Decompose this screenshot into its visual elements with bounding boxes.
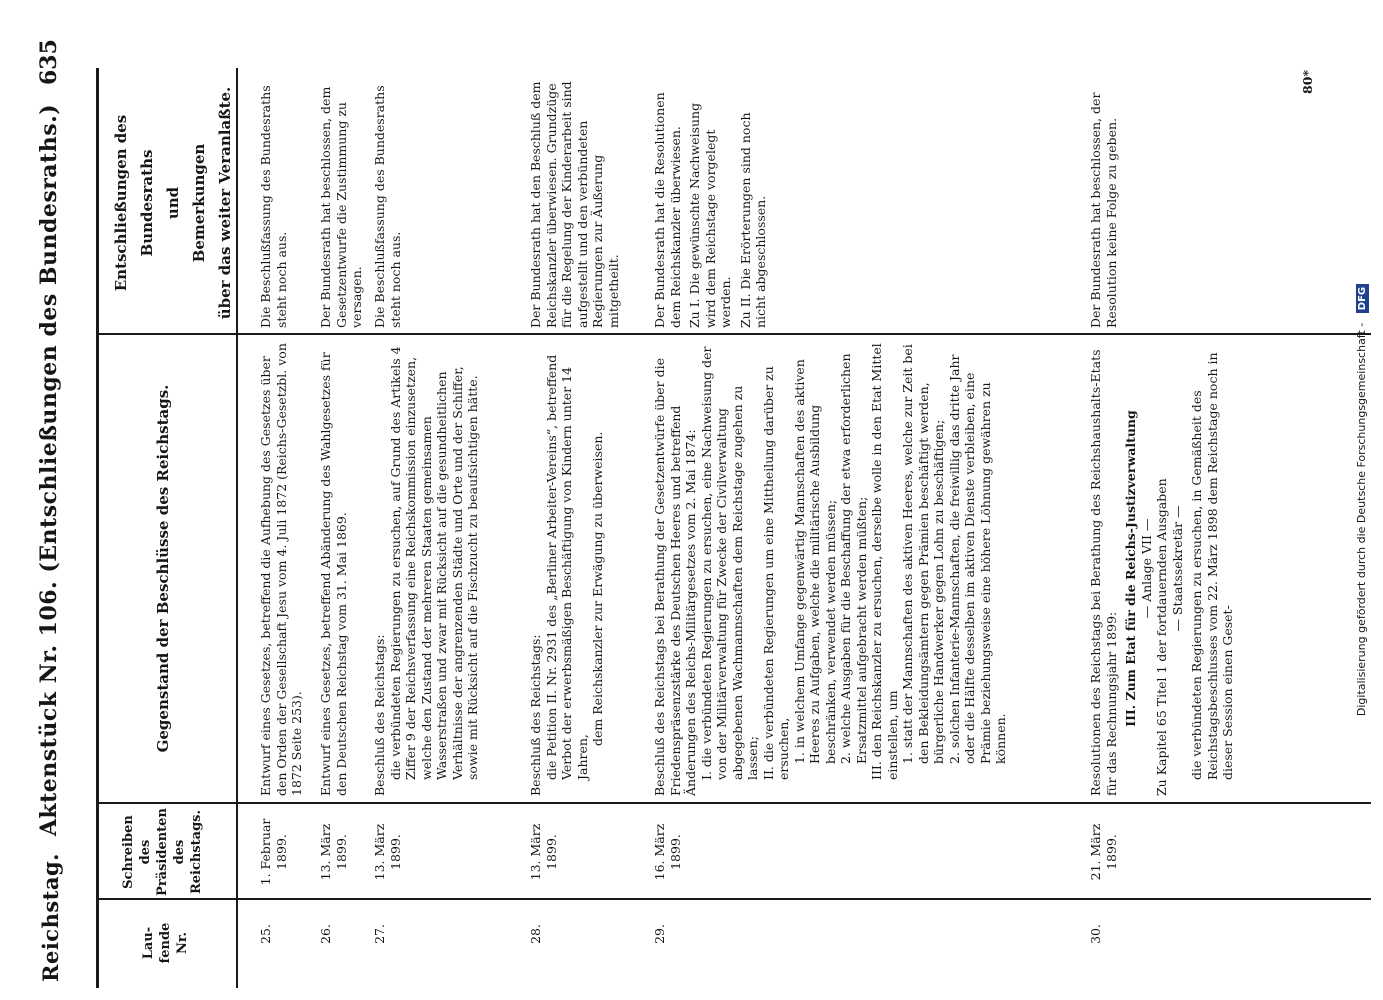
entry-subject	[528, 341, 606, 796]
page-number: 635	[36, 39, 62, 85]
column-header-date-line: des	[172, 839, 187, 865]
entry-subject-text: Entwurf eines Gesetzes, betreffend Abänderung des Wahlgesetzes für den Deutschen Reichstag vom 31. Mai 1869.	[318, 352, 349, 796]
entry-date	[1088, 808, 1119, 896]
entry-date-line: 13. März	[528, 823, 543, 881]
entry-remark	[528, 78, 621, 328]
column-header-subject: Gegenstand der Beschlüsse des Reichstags.	[154, 384, 172, 753]
entry-subject-text: Beschluß des Reichstags:	[528, 634, 543, 796]
entry-date	[258, 808, 289, 896]
entry-date	[528, 808, 559, 896]
column-header-date-line: Reichstags.	[189, 809, 204, 895]
entry-subject-text: die verbündeten Regierungen zu ersuchen, in Gemäßheit des Reichstagsbeschlusses vom 22. März 1898 dem Reichstage noch in dieser Session einen Geset-	[1189, 352, 1235, 780]
entry-date-line: 1899.	[543, 834, 559, 870]
entry-subject-text: Beschluß des Reichstags bei Berathung der Gesetzentwürfe über die Friedenspräsenzstärke des Deutschen Heeres und betreffend Änderungen des Reichs-Militärgesetzes vom 2. Mai 1874:	[652, 357, 698, 796]
page-title: Aktenstück Nr. 106. (Entschließungen des Bundesraths.)	[36, 103, 62, 837]
column-header-remark-line: und	[164, 186, 182, 220]
column-header-remark-line: Entschließungen des Bundesraths	[112, 114, 156, 292]
entry-subject-text: — Staatssekretär —	[1169, 505, 1185, 632]
column-header-remark-line: Bemerkungen	[190, 143, 208, 263]
column-divider-1	[96, 899, 1371, 901]
entry-subject-text: dem Reichskanzler zur Erwägung zu überweisen.	[590, 431, 605, 746]
entry-remark-text: Der Bundesrath hat die Resolutionen dem Reichskanzler überwiesen.	[652, 92, 683, 328]
entry-subject-text: 2. solchen Infanterie-Mannschaften, die freiwillig das dritte Jahr oder die Hälfte desselben im aktiven Dienste verbleiben, eine Prämie beziehungsweise eine höhere Löhnung gewähren zu können.	[946, 354, 1008, 764]
entry-date-line: 1899.	[387, 834, 403, 870]
entry-subject-text: I. die verbündeten Regierungen zu ersuchen, eine Nachweisung der von der Militärverwaltung für Zwecke der Civilverwaltung abgegebenen Wachmannschaften dem Reichstage zugehen zu lassen;	[698, 346, 760, 780]
section-header: Reichstag.	[38, 853, 63, 982]
entry-subject-text: Entwurf eines Gesetzes, betreffend die Aufhebung des Gesetzes über den Orden der Gesellschaft Jesu vom 4. Juli 1872 (Reichs-Gesetzbl. von 1872 Seite 253).	[258, 343, 304, 796]
entry-subject-text: 1. statt der Mannschaften des aktiven Heeres, welche zur Zeit bei den Bekleidungsämtern gegen Prämien beschäftigt werden, bürgerliche Handwerker gegen Lohn zu beschäftigen;	[900, 344, 946, 764]
entry-subject-text: — Anlage VII —	[1138, 518, 1154, 619]
entry-subject-text: Zu Kapitel 65 Titel 1 der fortdauernden Ausgaben	[1154, 478, 1169, 796]
entry-remark-text: Zu II. Die Erörterungen sind noch nicht abgeschlossen.	[737, 112, 768, 328]
column-header-number-line: Nr.	[175, 931, 190, 955]
entry-subject	[318, 341, 349, 796]
column-header-number-line: fende	[158, 922, 173, 964]
entry-date-line: 16. März	[652, 823, 667, 881]
digitization-footnote-text: Digitalisierung gefördert durch die Deutsche Forschungsgemeinschaft -	[1355, 322, 1368, 717]
entry-remark	[652, 78, 769, 328]
column-header-date-line: Schreiben	[121, 815, 136, 889]
entry-number: 30.	[1088, 924, 1103, 944]
table-top-rule	[96, 68, 99, 988]
entry-date-line: 1899.	[273, 834, 289, 870]
signature-mark: 80*	[1300, 70, 1315, 94]
column-header-date-line: Präsidenten	[155, 808, 170, 896]
entry-remark	[372, 78, 403, 328]
column-divider-2	[96, 803, 1371, 805]
entry-remark	[1088, 78, 1119, 328]
entry-remark-text: Die Beschlußfassung des Bundesraths steht noch aus.	[258, 85, 289, 328]
entry-remark-text: Zu I. Die gewünschte Nachweisung wird dem Reichstage vorgelegt werden.	[687, 102, 733, 328]
column-header-date-line: des	[138, 839, 153, 865]
entry-date	[318, 808, 349, 896]
entry-remark	[318, 78, 365, 328]
entry-subject-text: III. den Reichskanzler zu ersuchen, derselbe wolle in den Etat Mittel einstellen, um	[869, 343, 900, 780]
entry-date-line: 1899.	[1103, 834, 1119, 870]
entry-number: 29.	[652, 924, 667, 944]
entry-subject	[1088, 341, 1236, 796]
entry-remark-text: Die Beschlußfassung des Bundesraths steht noch aus.	[372, 85, 403, 328]
dfg-logo: DFG	[1356, 284, 1369, 313]
entry-subject-text: die Petition II. Nr. 2931 des „Berliner Arbeiter-Vereins“, betreffend Verbot der erwerbsmäßigen Beschäftigung von Kindern unter 14 Jahren,	[543, 354, 590, 780]
entry-subject	[258, 341, 305, 796]
entry-remark-text: Der Bundesrath hat beschlossen, dem Gesetzentwurfe die Zustimmung zu versagen.	[318, 86, 364, 328]
column-header-date	[120, 808, 205, 896]
entry-date-line: 13. März	[372, 823, 387, 881]
digitization-footnote	[1344, 6, 1380, 994]
column-divider-3	[96, 334, 1371, 336]
entry-subject-text: Resolutionen des Reichstags bei Berathung des Reichshaushalts-Etats für das Rechnungsjahr 1899:	[1088, 349, 1119, 796]
entry-subject-text: Beschluß des Reichstags:	[372, 634, 387, 796]
entry-date-line: 21. März	[1088, 823, 1103, 881]
entry-subject-text: 1. in welchem Umfange gegenwärtig Mannschaften des aktiven Heeres zu Aufgaben, welche die militärische Ausbildung beschränken, verwendet werden müssen;	[791, 359, 838, 764]
entry-number: 25.	[258, 924, 273, 944]
entry-subject	[652, 341, 1009, 796]
entry-date-line: 1899.	[667, 834, 683, 870]
column-header-number	[140, 904, 191, 982]
column-header-remark	[108, 78, 238, 328]
digitization-footnote-content	[1344, 6, 1380, 994]
entry-number: 27.	[372, 924, 387, 944]
entry-number: 28.	[528, 924, 543, 944]
entry-date-line: 13. März	[318, 823, 333, 881]
entry-remark-text: Der Bundesrath hat beschlossen, der Resolution keine Folge zu geben.	[1088, 92, 1119, 328]
column-header-remark-line: über das weiter Veranlaßte.	[216, 86, 234, 320]
entry-subject-text: 2. welche Ausgaben für die Beschaffung der etwa erforderlichen Ersatzmittel aufgebracht werden müßten;	[838, 353, 869, 764]
column-header-number-line: Lau-	[141, 926, 156, 960]
entry-date-line: 1. Februar	[258, 818, 273, 886]
entry-date	[372, 808, 403, 896]
entry-date-line: 1899.	[333, 834, 349, 870]
entry-remark-text: Der Bundesrath hat den Beschluß dem Reichskanzler überwiesen. Grundzüge für die Regelung der Kinderarbeit sind aufgestellt und den verbündeten Regierungen zur Äußerung mitgetheilt.	[528, 81, 621, 328]
entry-remark	[258, 78, 289, 328]
entry-subject-text: die verbündeten Regierungen zu ersuchen, auf Grund des Artikels 4 Ziffer 9 der Reichsverfassung eine Reichskommission einzusetzen, welche den Zustand der mehreren Staaten gemeinsamen Wasserstraßen und zwar mit Rücksicht auf die gesundheitlichen Verhältnisse der angrenzenden Städte und Orte und der Schiffer, sowie mit Rücksicht auf die Fischzucht zu beaufsichtigen hätte.	[387, 346, 480, 780]
entry-number: 26.	[318, 924, 333, 944]
entry-date	[652, 808, 683, 896]
entry-subject-heading: III. Zum Etat für die Reichs-Justizverwaltung	[1123, 410, 1138, 727]
entry-subject	[372, 341, 481, 796]
entry-subject-text: II. die verbündeten Regierungen um eine Mittheilung darüber zu ersuchen,	[760, 366, 791, 780]
